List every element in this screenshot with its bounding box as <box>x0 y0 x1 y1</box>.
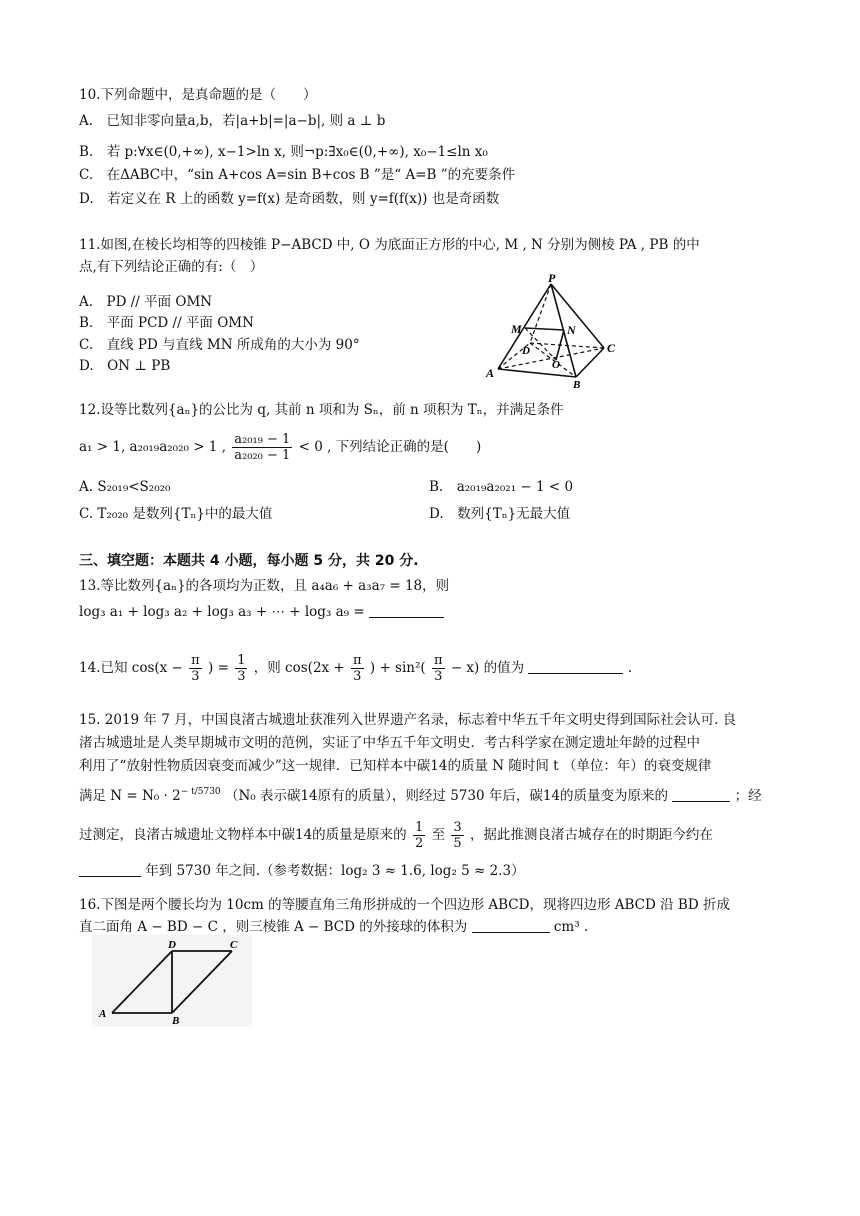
q13-stem: 13.等比数列{aₙ}的各项均为正数，且 a₄a₆ + a₃a₇ = 18，则 <box>79 578 450 594</box>
q15-line4-text: （N₀ 表示碳14原有的质量），则经过 5730 年后，碳14的质量变为原来的 <box>224 788 669 804</box>
q14-frac-3 <box>351 653 364 684</box>
q14-frac-1-num: π <box>191 653 200 668</box>
q11-option-a: A. PD // 平面 OMN <box>79 294 213 310</box>
q14-frac-3-num: π <box>353 653 362 668</box>
pyramid-label-m: M <box>511 322 522 336</box>
section-3-heading: 三、填空题：本题共 4 小题，每小题 5 分，共 20 分. <box>79 553 419 569</box>
q10-option-b: B. 若 p:∀x∈(0,+∞), x−1>ln x, 则¬p:∃x₀∈(0,+∞), x₀−1≤ln x₀ <box>79 144 488 160</box>
q14-mid-2: ，则 cos(2x + <box>253 660 345 676</box>
q15-frac-1-den: 2 <box>414 836 424 851</box>
pyramid-label-d: D <box>522 345 530 357</box>
quadrilateral-figure <box>92 935 252 1027</box>
q14-mid-1: ) = <box>208 660 229 676</box>
q12-option-a: A. S₂₀₁₉<S₂₀₂₀ <box>79 479 171 495</box>
pyramid-label-p: P <box>548 272 556 285</box>
q12-option-b: B. a₂₀₁₉a₂₀₂₁ − 1 < 0 <box>429 479 574 495</box>
q13-expression <box>79 602 444 622</box>
q12-fraction-denominator: a₂₀₂₀ − 1 <box>234 448 291 463</box>
q15-formula: 满足 N = N₀ · 2 <box>79 788 181 804</box>
q15-answer-blank-2 <box>79 862 141 877</box>
q15-frac-1 <box>413 820 425 851</box>
q11-option-c: C. 直线 PD 与直线 MN 所成角的大小为 90° <box>79 337 360 353</box>
q12-condition-suffix: < 0 , 下列结论正确的是( ) <box>298 439 482 455</box>
q14-frac-4-num: π <box>433 653 443 668</box>
q11-option-d: D. ON ⊥ PB <box>79 358 171 374</box>
q10-option-c: C. 在ΔABC中，“sin A+cos A=sin B+cos B ”是“ A=B ”的充要条件 <box>79 167 516 183</box>
q15-line5 <box>79 815 713 855</box>
q16-line2-text: 直二面角 A − BD − C ，则三棱锥 A − BCD 的外接球的体积为 <box>79 919 468 935</box>
q13-log-sum: log₃ a₁ + log₃ a₂ + log₃ a₃ + ⋯ + log₃ a₉ = <box>79 604 365 620</box>
q14-frac-1 <box>189 653 202 684</box>
q15-frac-1-num: 1 <box>414 820 424 835</box>
q15-line5-text: 过测定，良渚古城遗址文物样本中碳14的质量是原来的 <box>79 827 407 843</box>
q14-frac-3-den: 3 <box>353 669 362 684</box>
quad-label-c: C <box>230 939 238 951</box>
q14-mid-4: − x) 的值为 <box>450 660 525 676</box>
pyramid-label-n: N <box>567 323 576 337</box>
q14-answer-blank <box>528 659 623 674</box>
q12-option-c: C. T₂₀₂₀ 是数列{Tₙ}中的最大值 <box>79 506 273 522</box>
quad-label-d: D <box>168 939 176 951</box>
q14-stem <box>79 648 632 688</box>
quad-label-b: B <box>172 1015 180 1027</box>
q15-frac-2-num: 3 <box>453 820 462 835</box>
q14-frac-2-den: 3 <box>237 669 246 684</box>
q14-frac-2 <box>235 653 247 684</box>
q10-option-d: D. 若定义在 R 上的函数 y=f(x) 是奇函数，则 y=f(f(x)) 也是奇函数 <box>79 191 500 207</box>
q10-stem: 10.下列命题中，是真命题的是（ ） <box>79 87 317 103</box>
q14-end: . <box>627 660 632 676</box>
q15-frac-2-den: 5 <box>453 836 462 851</box>
q12-condition: a₁ > 1, a₂₀₁₉a₂₀₂₀ > 1 , <box>79 439 226 455</box>
q15-line4-end: ；经 <box>734 788 762 804</box>
pyramid-label-a: A <box>486 366 495 380</box>
q15-formula-exponent: − t/5730 <box>180 787 221 797</box>
q15-line6 <box>79 861 525 881</box>
q16-line2 <box>79 917 588 937</box>
q14-prefix: 14.已知 cos(x − <box>79 660 183 676</box>
q12-option-d: D. 数列{Tₙ}无最大值 <box>429 506 571 522</box>
q10-option-a: A. 已知非零向量a,b，若|a+b|=|a−b|, 则 a ⊥ b <box>79 113 386 129</box>
quad-label-a: A <box>99 1008 107 1020</box>
pyramid-figure <box>480 272 620 390</box>
q12-stem-line2 <box>79 427 481 467</box>
q15-answer-blank-1 <box>672 787 730 802</box>
pyramid-label-b: B <box>573 379 581 390</box>
q16-unit: cm³ . <box>553 919 589 935</box>
q12-stem-line1: 12.设等比数列{aₙ}的公比为 q, 其前 n 项和为 Sₙ，前 n 项积为 Tₙ，并满足条件 <box>79 402 564 418</box>
q14-frac-4 <box>432 653 445 684</box>
q12-fraction-numerator: a₂₀₁₉ − 1 <box>234 432 291 447</box>
q14-mid-3: ) + sin²( <box>369 660 426 676</box>
q16-line1: 16.下图是两个腰长均为 10cm 的等腰直角三角形拼成的一个四边形 ABCD，现将四边形 ABCD 沿 BD 折成 <box>79 897 730 913</box>
pyramid-label-o: O <box>552 359 560 371</box>
q16-answer-blank <box>472 918 550 933</box>
q11-stem-line1: 11.如图,在棱长均相等的四棱锥 P−ABCD 中, O 为底面正方形的中心, M , N 分别为侧棱 PA , PB 的中 <box>79 237 700 253</box>
q15-line5-to: 至 <box>431 827 446 843</box>
q14-frac-2-num: 1 <box>237 653 246 668</box>
q15-line2: 渚古城遗址是人类早期城市文明的范例，实证了中华五千年文明史．考古科学家在测定遗址年龄的过程中 <box>79 735 700 751</box>
q11-option-b: B. 平面 PCD // 平面 OMN <box>79 315 254 331</box>
q11-stem-line2: 点,有下列结论正确的有:（ ） <box>79 259 264 275</box>
q12-fraction <box>232 432 292 463</box>
q15-line6-text: 年到 5730 年之间.（参考数据：log₂ 3 ≈ 1.6, log₂ 5 ≈ 2.3） <box>145 863 525 879</box>
q15-line1: 15. 2019 年 7 月，中国良渚古城遗址获准列入世界遗产名录，标志着中华五千年文明史得到国际社会认可. 良 <box>79 712 737 728</box>
q15-line5-end: ，据此推测良渚古城存在的时期距今约在 <box>469 827 713 843</box>
q14-frac-4-den: 3 <box>434 669 443 684</box>
pyramid-label-c: C <box>607 341 616 355</box>
q13-answer-blank <box>369 603 444 618</box>
q15-frac-2 <box>451 820 463 851</box>
q14-frac-1-den: 3 <box>191 669 200 684</box>
q15-line3: 利用了“放射性物质因衰变而减少”这一规律．已知样本中碳14的质量 N 随时间 t （单位：年）的衰变规律 <box>79 758 712 774</box>
q15-line4 <box>79 782 762 806</box>
